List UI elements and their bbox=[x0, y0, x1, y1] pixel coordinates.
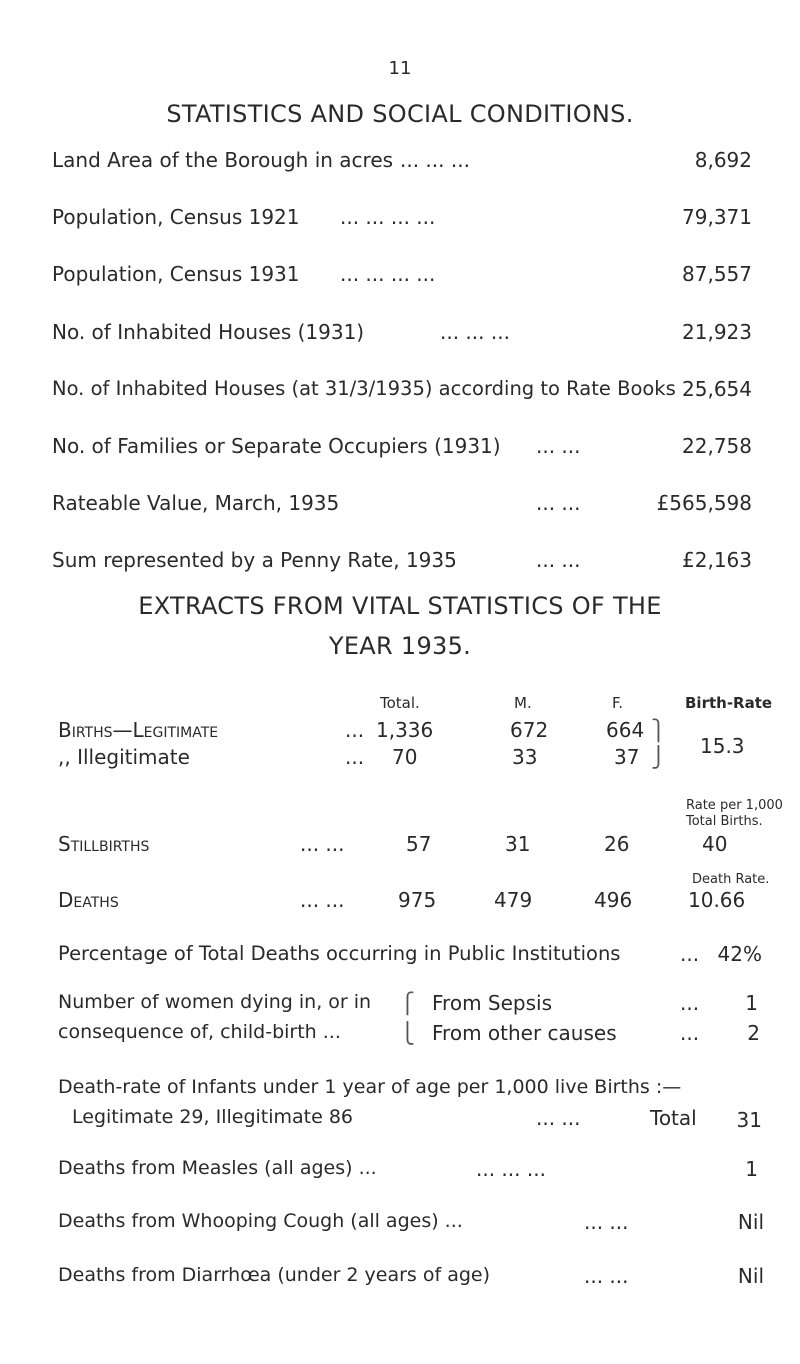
stat-dots: ... ... bbox=[536, 434, 581, 458]
deaths-measles-value: 1 bbox=[745, 1157, 758, 1181]
pct-deaths-label: Percentage of Total Deaths occurring in Public Institutions bbox=[58, 942, 621, 965]
deaths-f: 496 bbox=[594, 888, 633, 912]
stat-label-rateable-value: Rateable Value, March, 1935 bbox=[52, 491, 340, 515]
births-legitimate-label: Births—Legitimate bbox=[58, 718, 219, 742]
death-rate-label: Death Rate. bbox=[692, 872, 770, 887]
section-title-vital-line1: EXTRACTS FROM VITAL STATISTICS OF THE bbox=[138, 592, 662, 620]
row-dots: ... ... bbox=[584, 1210, 629, 1234]
deaths-whooping-cough-value: Nil bbox=[737, 1210, 764, 1234]
stat-value-houses-1935: 25,654 bbox=[682, 377, 752, 401]
birth-rate-value: 15.3 bbox=[700, 734, 745, 758]
deaths-diarrhoea-value: Nil bbox=[737, 1264, 764, 1288]
infant-total-value: 31 bbox=[736, 1108, 762, 1132]
death-rate-value: 10.66 bbox=[688, 888, 746, 912]
brace-icon: ⎭ bbox=[651, 745, 666, 769]
maternal-sepsis-value: 1 bbox=[745, 991, 758, 1015]
stat-dots: ... ... bbox=[536, 548, 581, 572]
births-legit-f: 664 bbox=[606, 718, 645, 742]
births-legit-m: 672 bbox=[510, 718, 549, 742]
stillbirths-label: Stillbirths bbox=[58, 832, 150, 856]
infant-deathrate-breakdown: Legitimate 29, Illegitimate 86 bbox=[72, 1106, 354, 1128]
births-illegitimate-label: ,, Illegitimate bbox=[58, 745, 190, 769]
stat-label-pop-1921: Population, Census 1921 bbox=[52, 205, 300, 229]
row-dots: ... ... bbox=[584, 1264, 629, 1288]
births-illeg-m: 33 bbox=[512, 745, 538, 769]
brace-icon: ⎧ bbox=[400, 991, 415, 1015]
infant-total-label: Total bbox=[650, 1106, 697, 1130]
stillbirth-rate-value: 40 bbox=[702, 832, 728, 856]
deaths-label: Deaths bbox=[58, 888, 119, 912]
births-legit-total: 1,336 bbox=[376, 718, 434, 742]
stat-value-pop-1921: 79,371 bbox=[682, 205, 752, 229]
births-illeg-f: 37 bbox=[614, 745, 640, 769]
stat-value-rateable-value: £565,598 bbox=[656, 491, 752, 515]
stat-value-pop-1931: 87,557 bbox=[682, 262, 752, 286]
pct-deaths-value: 42% bbox=[717, 942, 762, 966]
stat-label-houses-1935: No. of Inhabited Houses (at 31/3/1935) according to Rate Books bbox=[52, 377, 676, 400]
stat-dots: ... ... bbox=[536, 491, 581, 515]
deaths-diarrhoea-label: Deaths from Diarrhœa (under 2 years of age) bbox=[58, 1264, 491, 1286]
stillbirths-f: 26 bbox=[604, 832, 630, 856]
maternal-label-line2: consequence of, child-birth ... bbox=[58, 1021, 341, 1043]
brace-icon: ⎩ bbox=[400, 1021, 415, 1045]
row-dots: ... ... bbox=[300, 888, 345, 912]
page-number: 11 bbox=[388, 58, 412, 79]
stat-label-families: No. of Families or Separate Occupiers (1931) bbox=[52, 434, 501, 458]
row-dots: ... ... bbox=[536, 1106, 581, 1130]
stat-label-land-area: Land Area of the Borough in acres bbox=[52, 148, 394, 172]
stat-value-land-area: 8,692 bbox=[694, 148, 752, 172]
stat-dots: ... ... ... bbox=[400, 148, 470, 172]
row-dots: ... ... bbox=[300, 832, 345, 856]
row-dots: ... bbox=[345, 718, 365, 742]
stat-dots: ... ... ... bbox=[440, 320, 510, 344]
stillbirths-total: 57 bbox=[406, 832, 432, 856]
stillbirth-rate-label-line1: Rate per 1,000 bbox=[686, 798, 783, 813]
stillbirth-rate-label-line2: Total Births. bbox=[686, 814, 763, 829]
births-illeg-total: 70 bbox=[392, 745, 418, 769]
deaths-m: 479 bbox=[494, 888, 533, 912]
row-dots: ... bbox=[345, 745, 365, 769]
stat-label-penny-rate: Sum represented by a Penny Rate, 1935 bbox=[52, 548, 457, 572]
brace-icon: ⎫ bbox=[651, 718, 666, 742]
section-title-vital-line2: YEAR 1935. bbox=[328, 632, 472, 660]
stat-dots: ... ... ... ... bbox=[340, 205, 436, 229]
deaths-measles-label: Deaths from Measles (all ages) ... bbox=[58, 1157, 377, 1179]
deaths-whooping-cough-label: Deaths from Whooping Cough (all ages) ... bbox=[58, 1210, 463, 1232]
maternal-other-label: From other causes bbox=[432, 1021, 617, 1045]
col-header-birth-rate: Birth-Rate bbox=[685, 694, 773, 712]
section-title-statistics: STATISTICS AND SOCIAL CONDITIONS. bbox=[166, 100, 634, 128]
row-dots: ... ... ... bbox=[476, 1157, 546, 1181]
stat-label-pop-1931: Population, Census 1931 bbox=[52, 262, 300, 286]
stat-value-penny-rate: £2,163 bbox=[682, 548, 752, 572]
col-header-f: F. bbox=[612, 694, 623, 712]
col-header-total: Total. bbox=[380, 694, 420, 712]
deaths-total: 975 bbox=[398, 888, 437, 912]
stat-value-houses-1931: 21,923 bbox=[682, 320, 752, 344]
stat-dots: ... ... ... ... bbox=[340, 262, 436, 286]
maternal-label-line1: Number of women dying in, or in bbox=[58, 991, 372, 1013]
row-dots: ... bbox=[680, 1021, 700, 1045]
maternal-other-value: 2 bbox=[747, 1021, 760, 1045]
stat-label-houses-1931: No. of Inhabited Houses (1931) bbox=[52, 320, 365, 344]
stat-value-families: 22,758 bbox=[682, 434, 752, 458]
row-dots: ... bbox=[680, 991, 700, 1015]
row-dots: ... bbox=[680, 942, 700, 966]
stillbirths-m: 31 bbox=[505, 832, 531, 856]
infant-deathrate-label: Death-rate of Infants under 1 year of age per 1,000 live Births :— bbox=[58, 1076, 682, 1098]
col-header-m: M. bbox=[514, 694, 532, 712]
maternal-sepsis-label: From Sepsis bbox=[432, 991, 552, 1015]
